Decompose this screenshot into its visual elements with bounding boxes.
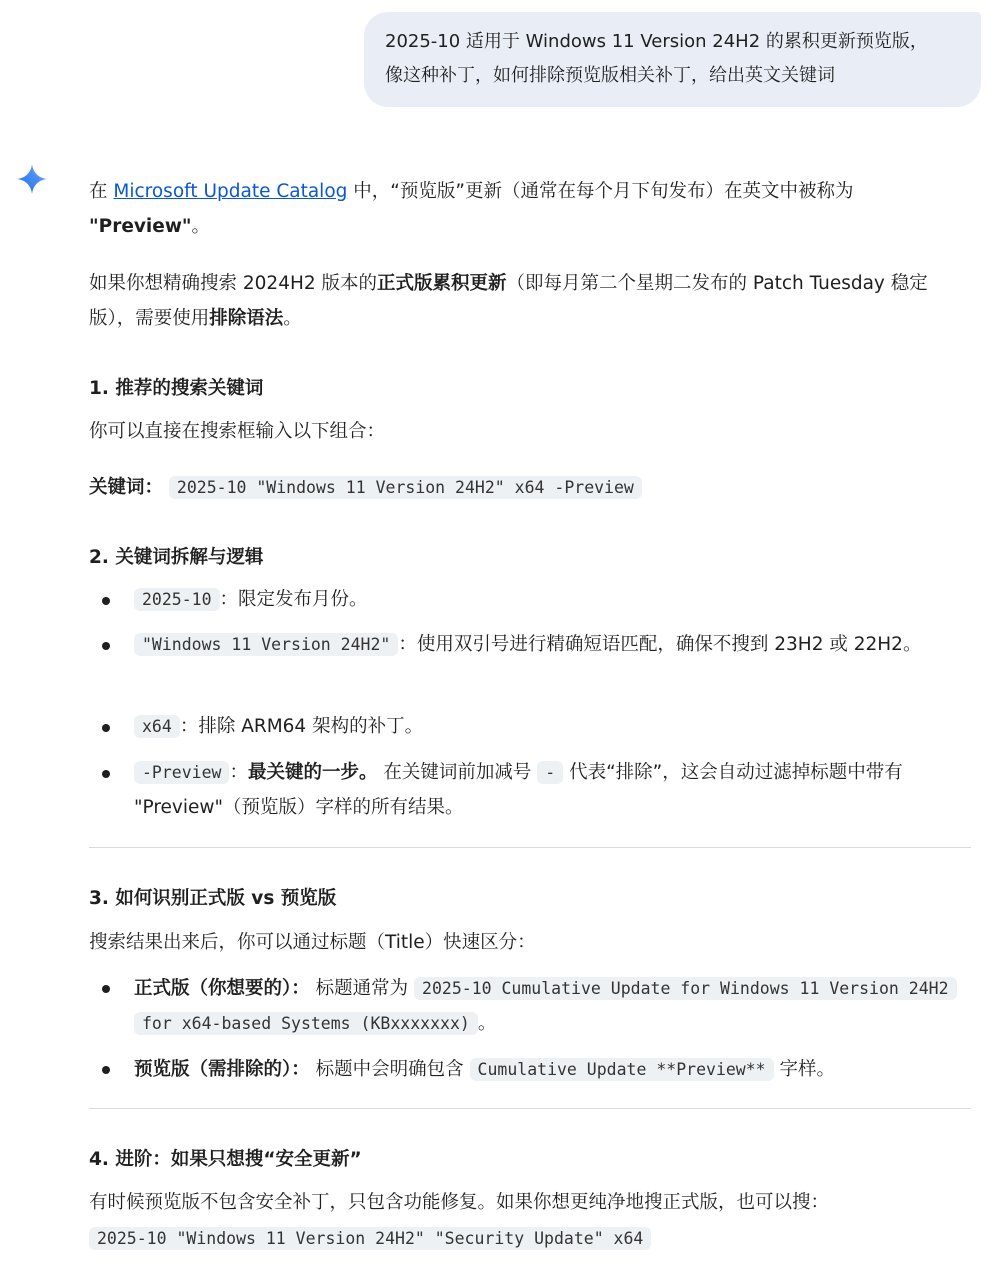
bullet-dot <box>102 1066 110 1074</box>
bullet-dot <box>102 597 110 605</box>
bold-text: 正式版累积更新 <box>377 273 507 294</box>
text: 字样。 <box>773 1059 836 1080</box>
list-item <box>134 1052 974 1087</box>
bold-text: 最关键的一步。 <box>248 762 378 783</box>
list-item <box>134 582 974 617</box>
text: 。 <box>477 1013 497 1034</box>
text: 标题通常为 <box>309 978 415 999</box>
inline-code: "Windows 11 Version 24H2" <box>134 633 398 656</box>
bold-text: 正式版（你想要的）： <box>134 978 310 999</box>
text: 如果你想精确搜索 2024H2 版本的 <box>89 273 378 294</box>
inline-code: Cumulative Update **Preview** <box>470 1058 774 1081</box>
section-heading-2: 2. 关键词拆解与逻辑 <box>89 547 264 568</box>
text: （即每月第二个星期二发布的 Patch Tuesday 稳定版），需要使用 <box>89 273 928 329</box>
text: 。 <box>283 308 302 329</box>
inline-code: 2025-10 <box>134 588 220 611</box>
user-message-bubble <box>364 12 981 107</box>
section-heading-3: 3. 如何识别正式版 vs 预览版 <box>89 888 337 909</box>
inline-code: -Preview <box>134 761 229 784</box>
bullet-dot <box>102 724 110 732</box>
response-paragraph-exclusion <box>89 266 971 336</box>
section-4-intro: 有时候预览版不包含安全补丁，只包含功能修复。如果你想更纯净地搜正式版，也可以搜： <box>89 1192 830 1213</box>
inline-code: 2025-10 Cumulative Update for Windows 11 Version 24H2 for x64-based Systems (KBxxxxxxx) <box>134 977 957 1035</box>
section-3-intro: 搜索结果出来后，你可以通过标题（Title）快速区分： <box>89 932 536 953</box>
text: ：使用双引号进行精确短语匹配，确保不搜到 23H2 或 22H2。 <box>398 634 922 655</box>
text: ：限定发布月份。 <box>219 589 368 610</box>
preview-term: "Preview" <box>89 216 192 237</box>
keyword-label: 关键词： <box>89 477 164 498</box>
bullet-dot <box>102 985 110 993</box>
section-1-intro: 你可以直接在搜索框输入以下组合： <box>89 421 386 442</box>
gemini-sparkle-icon <box>16 163 48 195</box>
text: ：排除 ARM64 架构的补丁。 <box>179 716 424 737</box>
section-heading-4: 4. 进阶：如果只想搜“安全更新” <box>89 1149 362 1170</box>
inline-code: - <box>537 761 563 784</box>
text: 标题中会明确包含 <box>309 1059 470 1080</box>
user-message-line-1: 2025-10 适用于 Windows 11 Version 24H2 的累积更新预览版， <box>385 31 928 52</box>
security-keyword-code: 2025-10 "Windows 11 Version 24H2" "Security Update" x64 <box>89 1227 651 1250</box>
user-message-line-2: 像这种补丁，如何排除预览版相关补丁，给出英文关键词 <box>385 65 835 86</box>
bullet-dot <box>102 642 110 650</box>
divider <box>89 847 971 848</box>
text: 在关键词前加减号 <box>377 762 538 783</box>
bold-text: 预览版（需排除的）： <box>134 1059 310 1080</box>
section-heading-1: 1. 推荐的搜索关键词 <box>89 378 264 399</box>
inline-code: x64 <box>134 715 180 738</box>
list-item <box>134 755 974 825</box>
text: 代表“排除”，这会自动过滤掉标题中带有 "Preview"（预览版）字样的所有结果。 <box>134 762 903 818</box>
microsoft-update-catalog-link[interactable]: Microsoft Update Catalog <box>113 181 348 202</box>
text: 在 <box>89 181 114 202</box>
response-paragraph-intro <box>89 174 971 244</box>
bullet-dot <box>102 770 110 778</box>
bold-text: 排除语法 <box>209 308 284 329</box>
text: 。 <box>191 216 211 237</box>
list-item <box>134 627 974 662</box>
text: 中，“预览版”更新（通常在每个月下旬发布）在英文中被称为 <box>347 181 854 202</box>
list-item <box>134 971 974 1041</box>
keyword-line <box>89 470 971 505</box>
security-keyword-line <box>89 1221 971 1256</box>
text: ： <box>229 762 248 783</box>
keyword-code: 2025-10 "Windows 11 Version 24H2" x64 -Preview <box>169 476 642 499</box>
divider <box>89 1108 971 1109</box>
list-item <box>134 709 974 744</box>
